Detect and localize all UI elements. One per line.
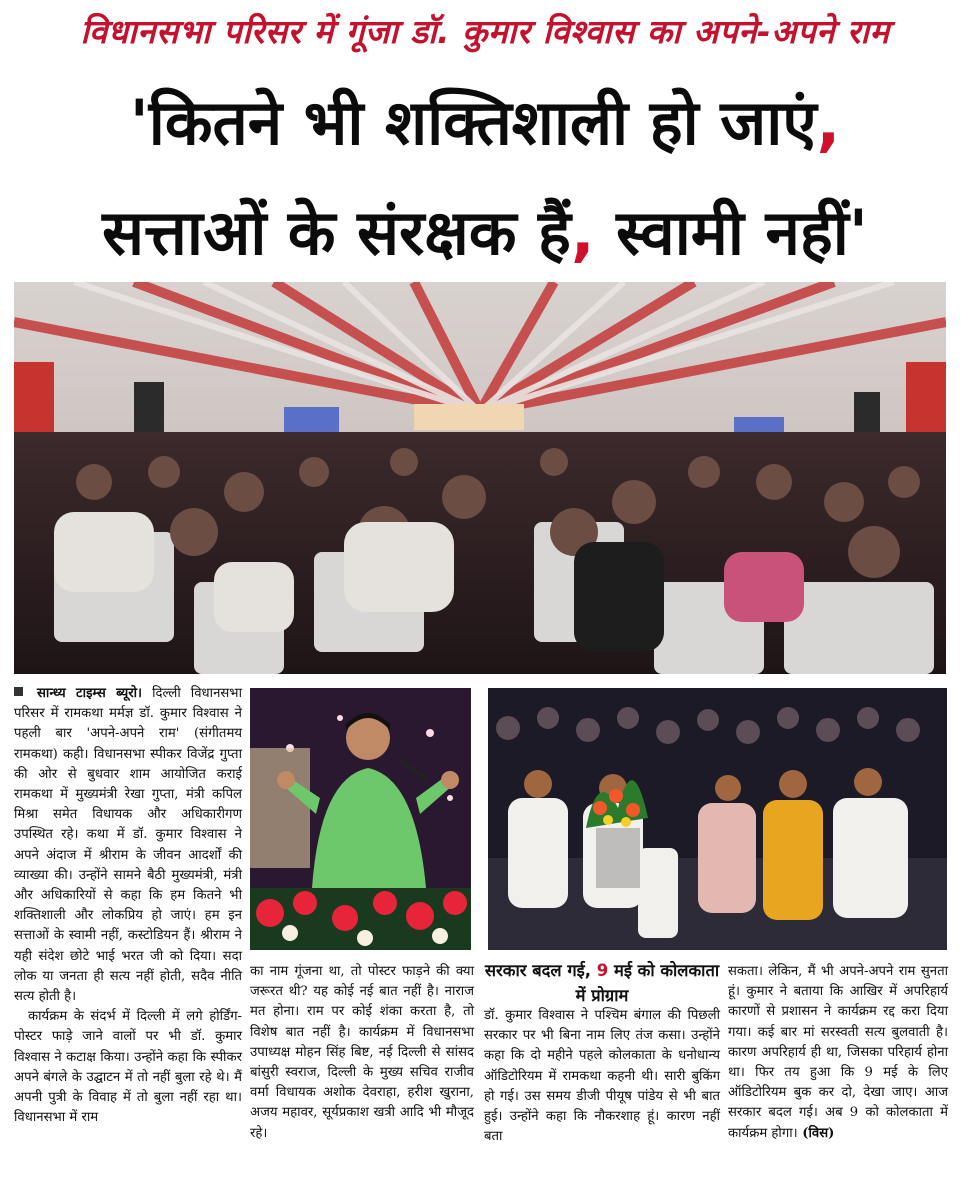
photo-front-row-guests xyxy=(488,688,947,950)
dateline: सान्ध्य टाइम्स ब्यूरो। xyxy=(37,686,143,701)
story-subheading xyxy=(484,958,720,1008)
story-credit: (विस) xyxy=(797,1125,835,1141)
headline-red-comma-2: , xyxy=(570,196,595,269)
story-column-1 xyxy=(14,684,242,1128)
story-column-3 xyxy=(484,1006,720,1147)
headline-red-comma: , xyxy=(816,86,841,159)
story-column-4 xyxy=(728,962,948,1144)
headline-line1-text: 'कितने भी शक्तिशाली हो जाएं xyxy=(129,86,817,159)
subhead-part-1: सरकार बदल गई, xyxy=(484,961,597,980)
main-photo-audience-tent xyxy=(14,282,946,674)
story-col3-paragraph: डॉ. कुमार विश्वास ने पश्चिम बंगाल की पिछली सरकार पर भी बिना नाम लिए तंज कसा। उन्होंने कहा कि दो महीने पहले कोलकाता के धनोधान्य ऑडिटोरियम में रामकथा कहनी थी। सारी बुकिंग हो गई। उस समय डीजी पीयूष पांडेय से भी बात हुई। उन्होंने कहा कि नौकरशाह हूं। कारण नहीं बता xyxy=(484,1008,720,1145)
story-col1-paragraph-2: कार्यक्रम के संदर्भ में दिल्ली में लगे होर्डिंग-पोस्टर फाड़े जाने वालों पर भी डॉ. कुमार विश्वास ने कटाक्ष किया। उन्होंने कहा कि स्पीकर अपने बंगले के उद्घाटन में तो नहीं बुला रहे थे। मैं अपनी पुत्री के विवाह में तो बुला नहीं रहा था। विधानसभा में राम xyxy=(14,1009,242,1126)
subhead-date-number: 9 xyxy=(596,961,609,980)
story-col1-paragraph-1: दिल्ली विधानसभा परिसर में रामकथा मर्मज्ञ डॉ. कुमार विश्वास ने पहली बार 'अपने-अपने राम' (संगीतमय रामकथा) कही। विधानसभा स्पीकर विजेंद्र गुप्ता की ओर से बुधवार शाम आयोजित कराई रामकथा में मुख्यमंत्री रेखा गुप्ता, मंत्री कपिल मिश्रा समेत विधायक और अधिकारीगण उपस्थित रहे। कथा में डॉ. कुमार विश्वास ने अपने अंदाज में श्रीराम के जीवन आदर्शों की व्याख्या की। उन्होंने सामने बैठी मुख्यमंत्री, मंत्री और अधिकारियों से कहा कि हम कितने भी शक्तिशाली और लोकप्रिय हो जाएं। हम इन सत्ताओं के स्वामी नहीं, कस्टोडियन हैं। श्रीराम ने यही संदेश छोटे भाई भरत जी को दिया। सदा लोक या जनता ही सत्य नहीं होती, सदैव नीति सत्य होती है। xyxy=(14,686,242,1005)
main-headline-line-1 xyxy=(10,86,960,160)
main-headline-line-2 xyxy=(10,196,960,270)
front-row-illustration xyxy=(488,688,947,950)
story-col4-paragraph: सकता। लेकिन, मैं भी अपने-अपने राम सुनता हूं। कुमार ने बताया कि आखिर में अपरिहार्य कारणों से प्रशासन ने कार्यक्रम रद्द करा दिया गया। कई बार मां सरस्वती सत्य बुलवाती है। कारण अपरिहार्य ही था, जिसका परिहार्य होना था। फिर तय हुआ कि 9 मई के लिए ऑडिटोरियम बुक कर दो, देखा जाए। आज सरकार बदल गई। अब 9 को कोलकाता में कार्यक्रम होगा। xyxy=(728,964,948,1141)
subhead-part-2: मई को कोलकाता में प्रोग्राम xyxy=(575,961,720,1005)
kicker-headline: विधानसभा परिसर में गूंजा डॉ. कुमार विश्वास का अपने-अपने राम xyxy=(80,12,890,51)
tent-audience-illustration xyxy=(14,282,946,674)
headline-line2a-text: सत्ताओं के संरक्षक हैं xyxy=(102,196,571,269)
square-bullet-icon xyxy=(14,687,23,696)
speaker-illustration xyxy=(250,688,471,950)
story-col2-paragraph: का नाम गूंजना था, तो पोस्टर फाड़ने की क्या जरूरत थी? यह कोई नई बात नहीं है। नाराज मत होना। राम पर कोई शंका करता है, तो विशेष बात नहीं है। कार्यक्रम में विधानसभा उपाध्यक्ष मोहन सिंह बिष्ट, नई दिल्ली से सांसद बांसुरी स्वराज, दिल्ली के मुख्य सचिव राजीव वर्मा विधायक अशोक देवराहा, हरीश खुराना, अजय महावर, सूर्यप्रकाश खत्री आदि भी मौजूद रहे। xyxy=(250,964,474,1141)
photo-speaker-on-stage xyxy=(250,688,471,950)
headline-line2b-text: स्वामी नहीं' xyxy=(594,196,868,269)
story-column-2 xyxy=(250,962,474,1144)
